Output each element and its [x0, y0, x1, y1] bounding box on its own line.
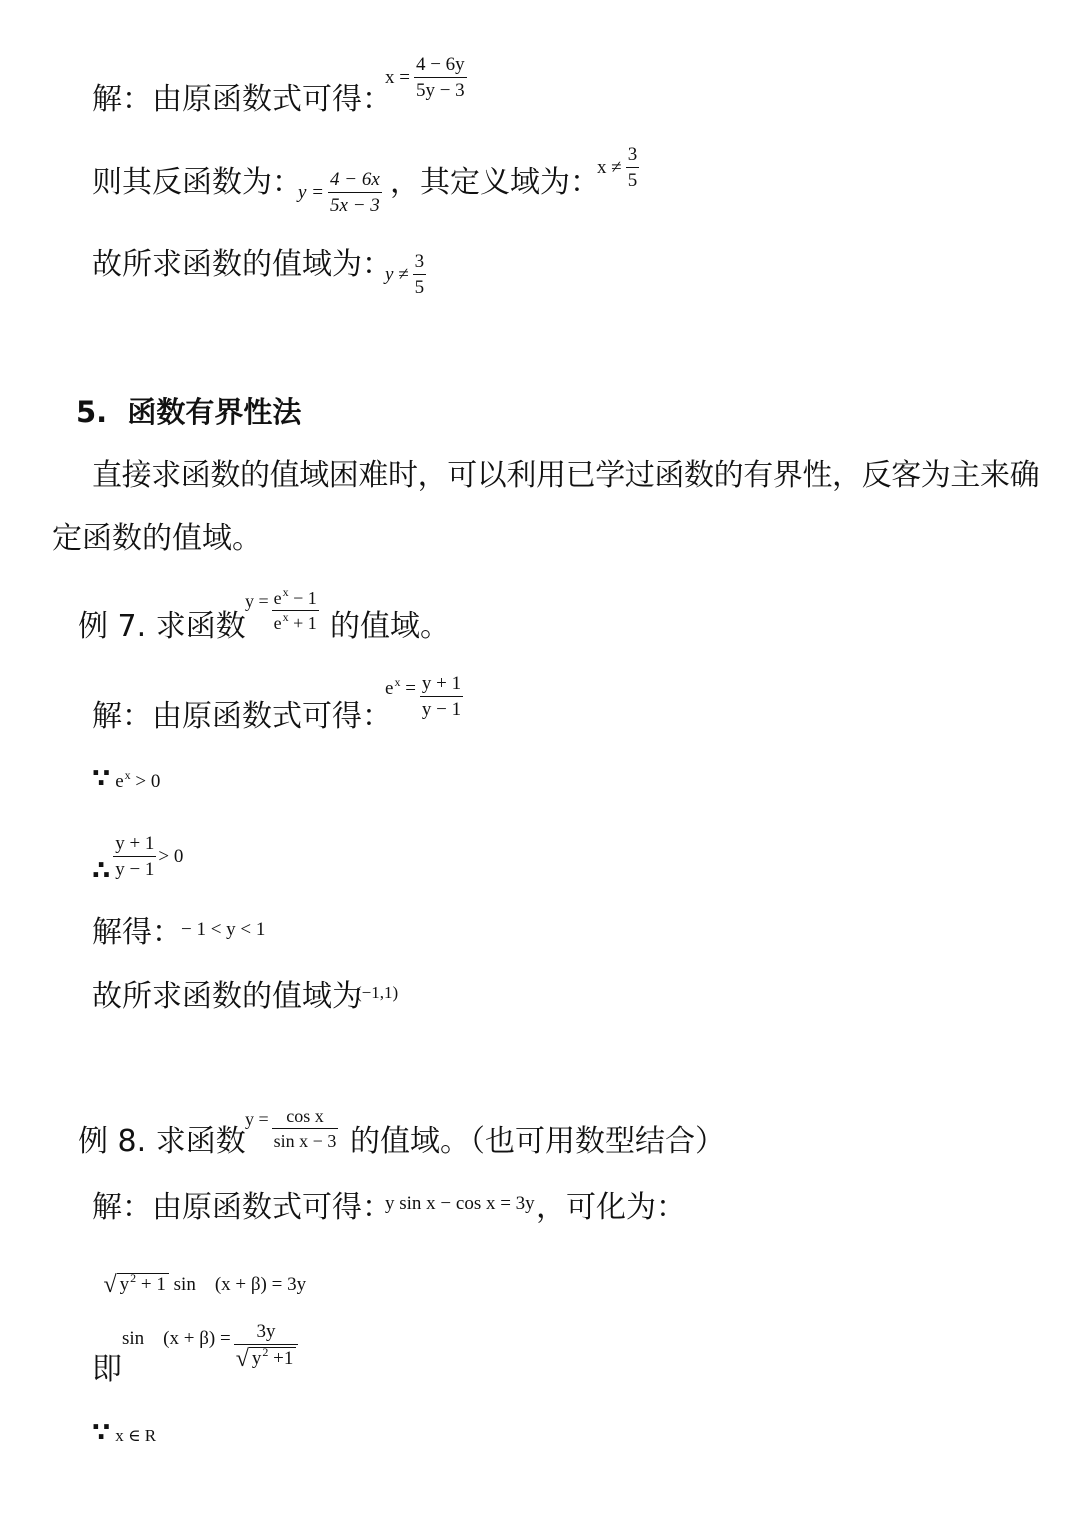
because-symbol: ∵: [92, 1418, 109, 1448]
range-label: 故所求函数的值域为：: [92, 247, 392, 282]
section-heading: [76, 392, 301, 432]
sqrt-symbol: √: [103, 1272, 117, 1298]
equation-x: x = $\frac{4 - 6y}{5y - 3}$: [385, 54, 465, 101]
example8-solution-suffix: ，可化为：: [536, 1190, 686, 1225]
example7-label: 例 7. 求函数: [78, 609, 246, 644]
example8-ji-equation: sin (x + β) = $\frac{3y}{√ y^2 +1}$: [122, 1322, 298, 1371]
example7-solution-line: 解：由原函数式可得：: [92, 699, 392, 734]
example7-suffix: 的值域。: [330, 609, 450, 644]
domain-label-line: [390, 163, 600, 203]
example8-heading: 例 8. 求函数: [78, 1124, 246, 1159]
inverse-label: 则其反函数为：: [92, 165, 302, 200]
section-paragraph-line-2: 定函数的值域。: [52, 521, 262, 556]
equation-inverse: y = $\frac{4 - 6x}{5x - 3}$: [298, 169, 380, 216]
example8-sqrt-equation: √ $y^2 + 1$ sin (x + β) = 3y: [103, 1271, 307, 1298]
range-condition: y ≠ $\frac{3}{5}$: [385, 251, 425, 298]
example8-solution-line: 解：由原函数式可得：: [92, 1190, 392, 1225]
example8-suffix: 的值域。（也可用数型结合）: [350, 1124, 725, 1159]
example8-since-line: ∵ x ∈ R: [92, 1418, 157, 1448]
example7-since-line: ∵ $e^x > 0$: [92, 764, 161, 794]
example7-solve-expr: − 1 < y < 1: [181, 919, 266, 940]
solution-label: 解：由原函数式可得：: [92, 82, 392, 117]
example7-range-line: 故所求函数的值域为: [92, 979, 362, 1014]
solution-line-1: [92, 80, 392, 120]
domain-label: ，其定义域为：: [390, 165, 600, 200]
example7-range-value: (−1,1): [356, 983, 399, 1002]
example7-therefore-line: ∴ $\frac{y + 1}{y - 1}$ > 0: [92, 833, 184, 886]
because-symbol: ∵: [92, 764, 109, 794]
domain-condition: x ≠ $\frac{3}{5}$: [597, 144, 638, 191]
example7-heading: [78, 607, 246, 647]
example8-function: y = $\frac{\text{cos x}}{\text{sin x − 3}}$: [245, 1106, 337, 1151]
range-line: [92, 245, 392, 285]
sqrt-symbol: √: [235, 1346, 249, 1372]
therefore-symbol: ∴: [92, 856, 109, 886]
example7-function: y = $\frac{e^x - 1}{e^x + 1}$: [245, 585, 317, 633]
example7-solution-equation: $e^x$ = $\frac{y + 1}{y - 1}$: [385, 673, 462, 720]
example8-ji-line: 即: [92, 1352, 122, 1387]
example8-solution-expr: y sin x − cos x = 3y: [385, 1193, 535, 1214]
section-number: 5.: [76, 395, 108, 429]
inverse-function-line: [92, 163, 302, 203]
section-title: 函数有界性法: [127, 395, 302, 429]
section-paragraph-line-1: 直接求函数的值域困难时，可以利用已学过函数的有界性，反客为主来确: [92, 458, 1040, 493]
example7-solve-line: 解得：: [92, 915, 182, 950]
